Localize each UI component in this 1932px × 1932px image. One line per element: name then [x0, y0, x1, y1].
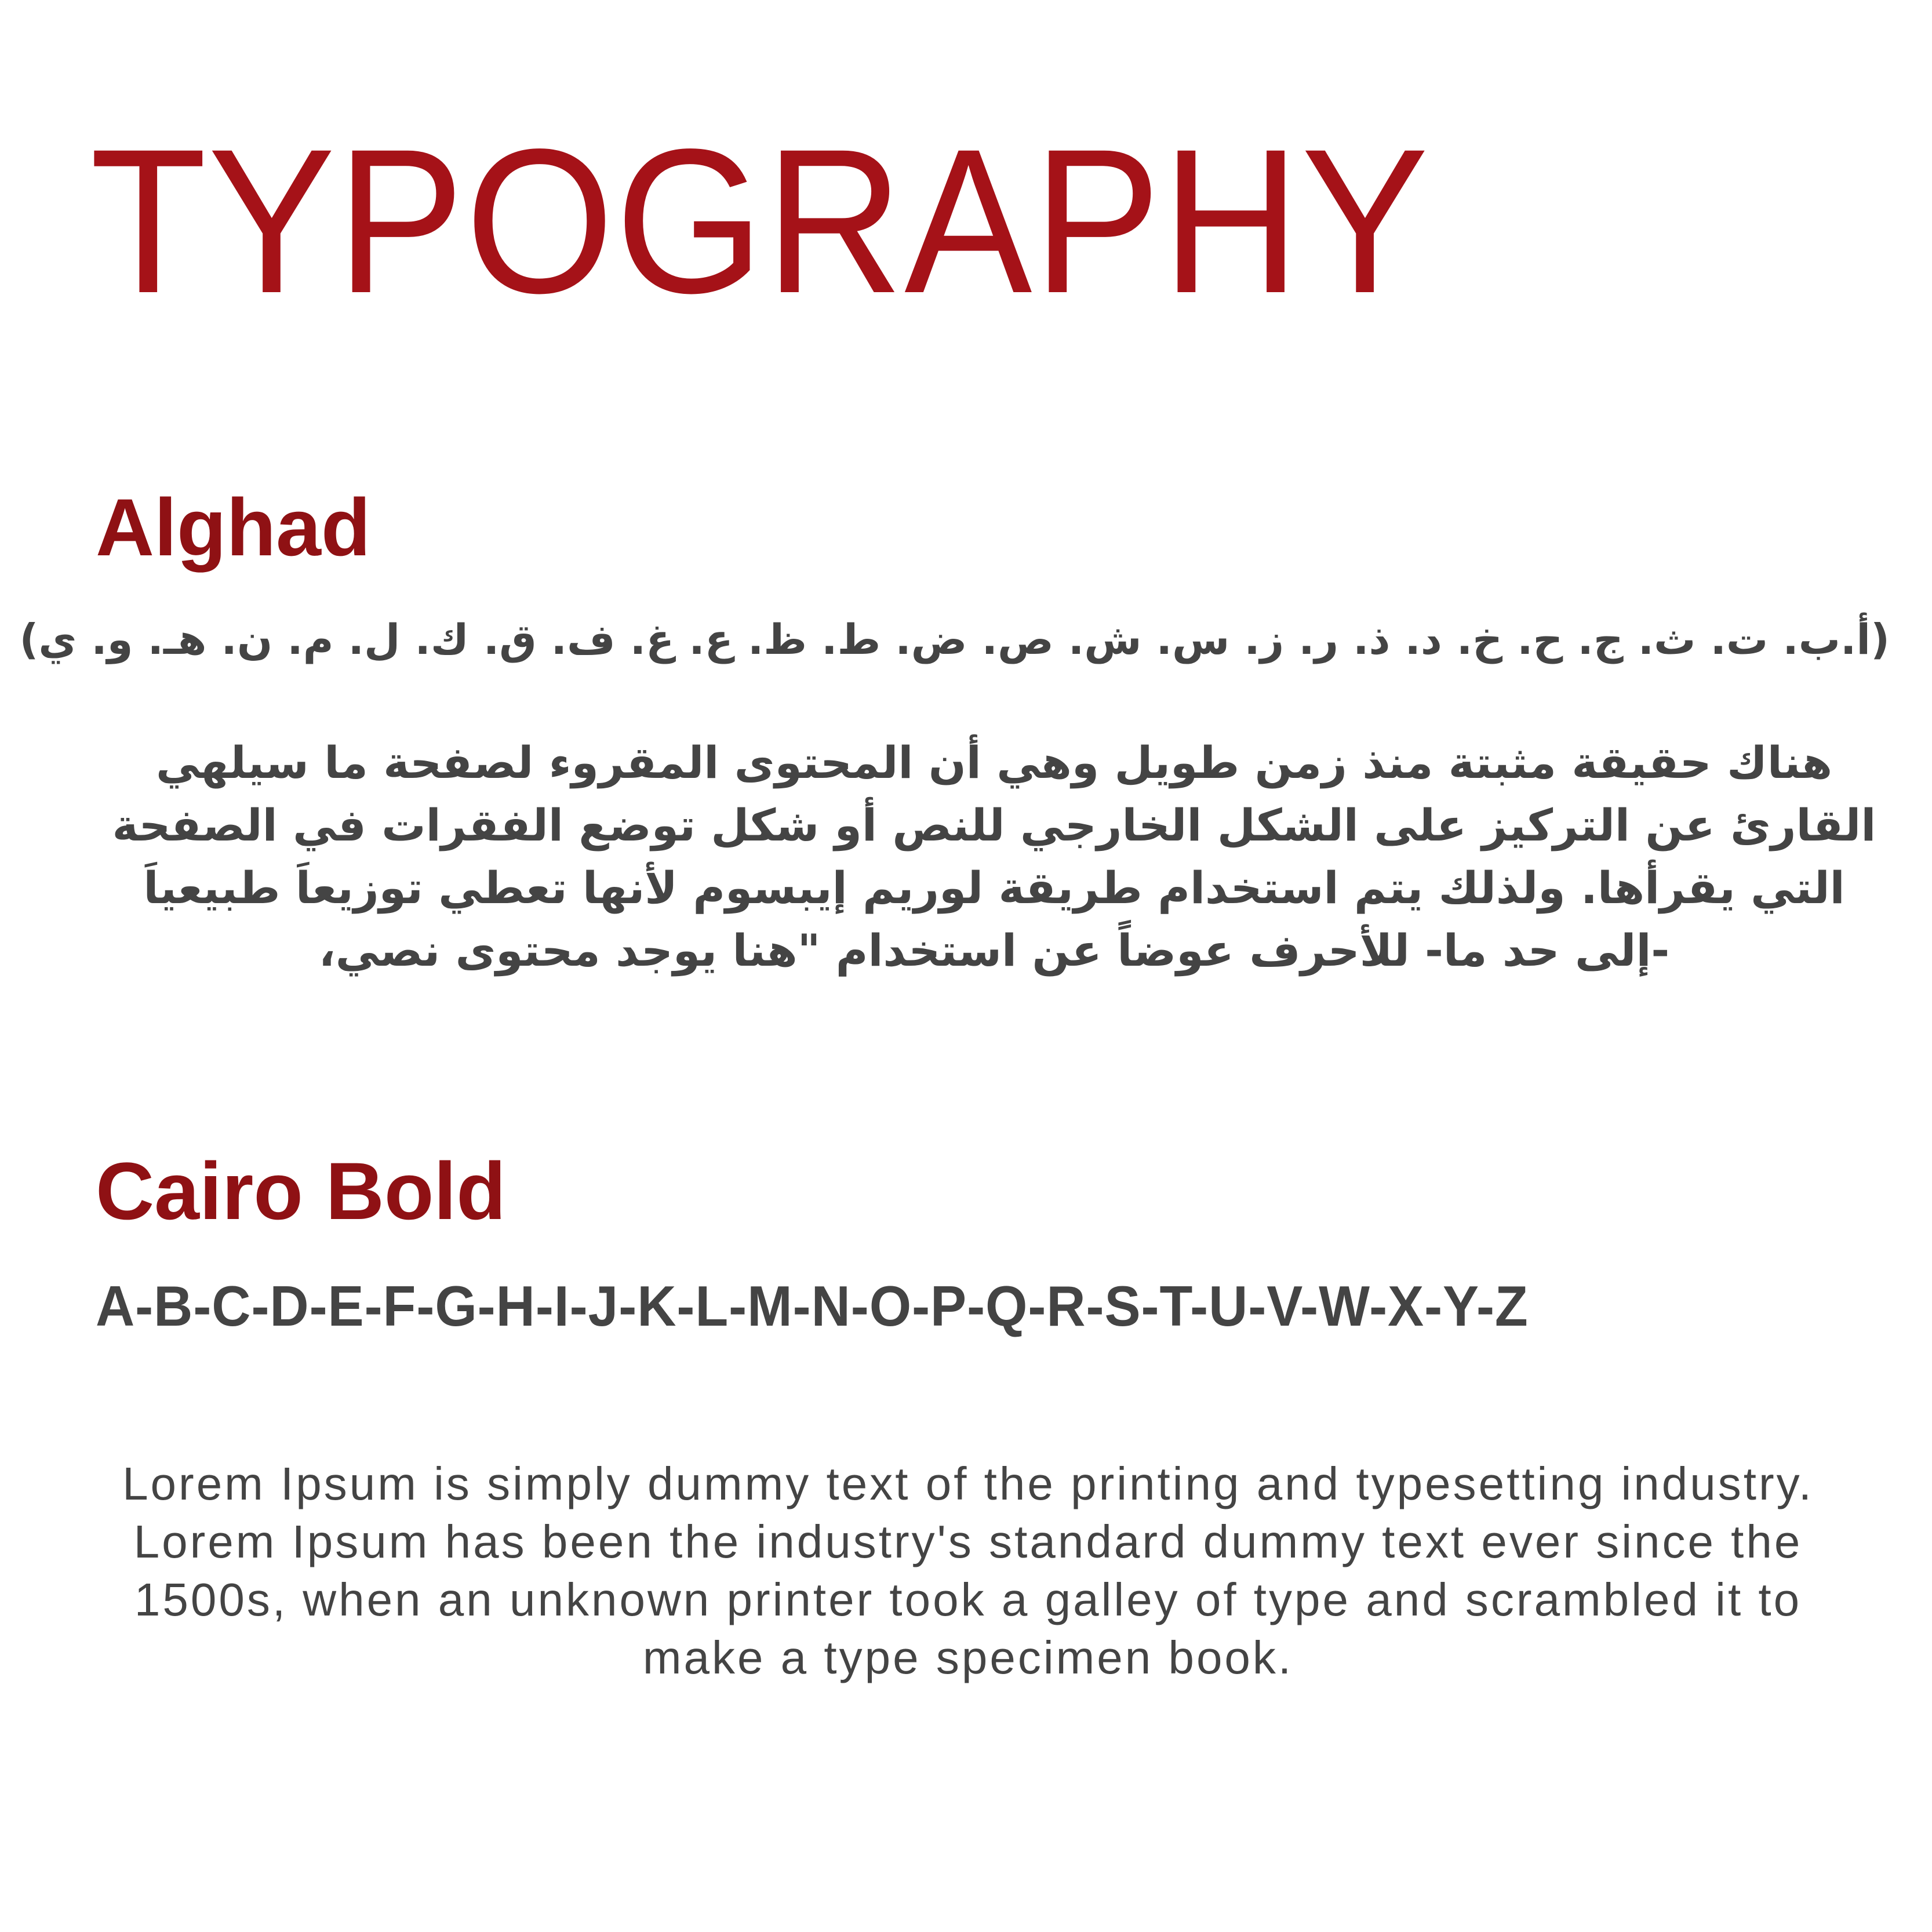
latin-text-sample: Lorem Ipsum is simply dummy text of the printing and typesetting industry. Lorem Ipsum has been the industry's standard dummy text ever since the 1500s, when an unknown printer took a galley of type and scrambled it to make a type specimen book. — [122, 1458, 1814, 1683]
alghad-font-title: Alghad — [96, 482, 371, 573]
arabic-text-sample: هناك حقيقة مثبتة منذ زمن طويل وهي أن المحتوى المقروء لصفحة ما سيلهي القارئ عن التركيز على الشكل الخارجي للنص أو شكل توضع الفقرات في الصفحة التي يقرأها. ولذلك يتم استخدام طريقة لوريم إيبسوم لأنها تعطي توزيعاَ طبيعياَ -إلى حد ما- للأحرف عوضاً عن استخدام "هنا يوجد محتوى نصي، — [112, 737, 1876, 976]
page-title: TYPOGRAPHY — [90, 107, 1430, 336]
arabic-alphabet-sample: (أ.ب. ت. ث. ج. ح. خ. د. ذ. ر. ز. س. ش. ص. ض. ط. ظ. ع. غ. ف. ق. ك. ل. م. ن. هـ. و. ي) — [19, 615, 1890, 664]
cairo-bold-font-title: Cairo Bold — [96, 1145, 506, 1236]
latin-alphabet-sample: A-B-C-D-E-F-G-H-I-J-K-L-M-N-O-P-Q-R-S-T-U-V-W-X-Y-Z — [96, 1274, 1529, 1338]
